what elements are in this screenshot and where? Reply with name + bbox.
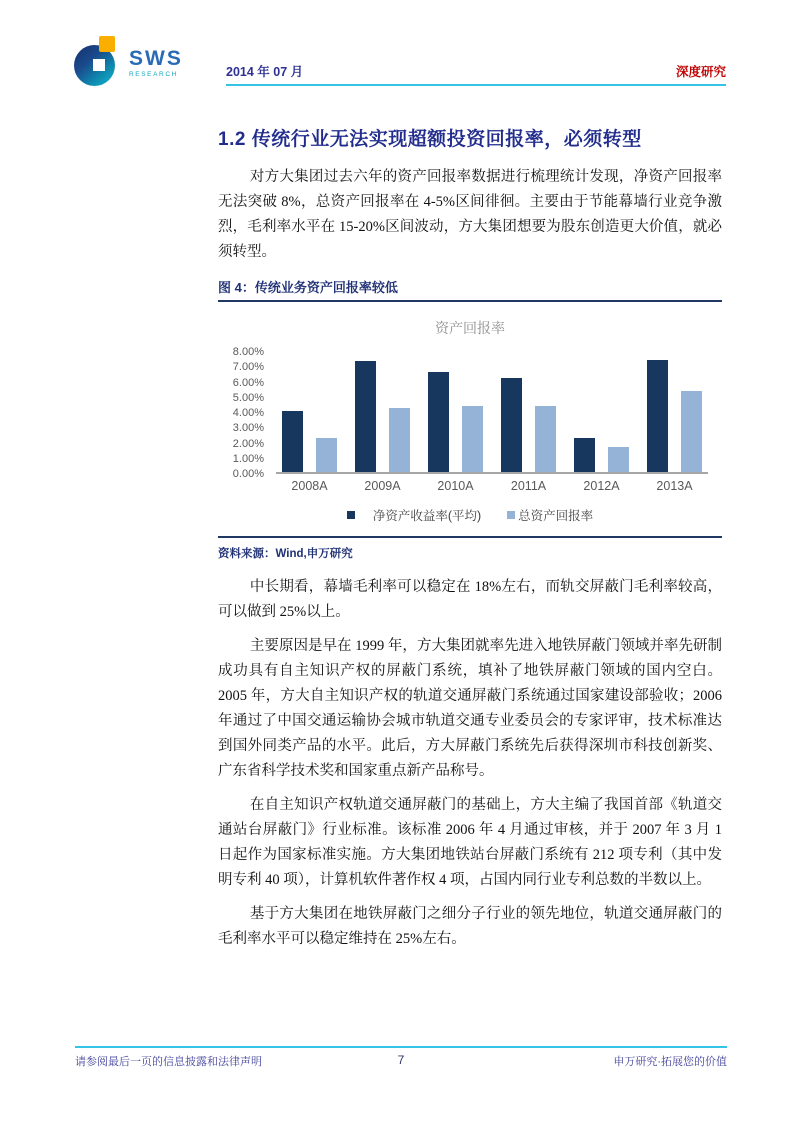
chart-title: 资产回报率 [435,320,505,336]
x-tick-label: 2013A [656,479,693,493]
sws-logo-icon [74,36,120,88]
bar-roe [282,411,303,473]
bar-roe [355,361,376,472]
report-body [218,124,722,961]
legend-label: 净资产收益率(平均) [372,509,482,523]
footer-page-number: 7 [397,1053,405,1067]
bar-roe [647,360,668,473]
bar-roe [501,378,522,473]
bar-group [647,352,702,472]
header-rule [226,54,726,86]
y-tick-label: 3.00% [232,422,264,435]
legend-swatch-icon [347,511,355,519]
bar-roa [608,447,629,473]
y-axis [218,346,268,480]
y-tick-label: 1.00% [232,452,264,465]
report-type-label: 深度研究 [675,65,726,79]
paragraph-3: 主要原因是早在 1999 年，方大集团就率先进入地铁屏蔽门领域并率先研制成功具有自主知识产权的屏蔽门系统，填补了地铁屏蔽门领域的国内空白。2005 年，方大自主知识产权的轨道交通屏蔽门系统通过国家建设部验收；2006 年通过了中国交通运输协会城市轨道交通专业委员会的专家评审，技术标准达到国外同类产品的水平。此后，方大屏蔽门系统先后获得深圳市科技创新奖、广东省科学技术奖和国家重点新产品称号。 [218,638,722,779]
logo-yellow-square-icon [99,36,115,52]
legend-swatch-icon [507,511,515,519]
plot-wrap [232,346,708,480]
footer-slogan: 申万研究·拓展您的价值 [613,1056,727,1068]
bar-roa [681,391,702,472]
figure-caption: 图 4：传统业务资产回报率较低 [218,277,722,302]
bar-roe [574,438,595,473]
y-tick-label: 4.00% [232,407,264,419]
page-footer [75,1046,727,1069]
bar-roa [535,406,556,472]
legend-item [347,506,481,524]
figure-source: 资料来源：Wind,申万研究 [218,548,353,560]
bar-group [501,352,556,472]
sws-logo [74,36,183,88]
y-tick-label: 5.00% [232,391,264,404]
bar-groups [276,352,708,474]
logo-sub-text: RESEARCH [129,71,178,78]
y-tick-label: 7.00% [232,361,264,374]
bar-roa [389,408,410,473]
x-axis-labels [276,479,708,493]
paragraph-2: 中长期看，幕墙毛利率可以稳定在 18%左右，而轨交屏蔽门毛利率较高，可以做到 25%以上。 [218,579,722,620]
paragraph-5: 基于方大集团在地铁屏蔽门之细分子行业的领先地位，轨道交通屏蔽门的毛利率水平可以稳定维持在 25%左右。 [218,906,722,947]
bar-roa [462,406,483,472]
x-tick-label: 2008A [291,479,328,493]
footer-disclaimer: 请参阅最后一页的信息披露和法律声明 [75,1056,262,1068]
paragraph-4: 在自主知识产权轨道交通屏蔽门的基础上，方大主编了我国首部《轨道交通站台屏蔽门》行业标准。该标准 2006 年 4 月通过审核，并于 2007 年 3 月 1 日起作为国家标准实施。方大集团地铁站台屏蔽门系统有 212 项专利（其中发明专利 40 项），计算机软件著作权 4 项，占国内同行业专利总数的半数以上。 [218,797,722,888]
x-tick-label: 2009A [364,479,401,493]
logo-brand-text: SWS [129,47,183,70]
logo-text [129,36,183,78]
x-tick-label: 2011A [510,479,547,493]
bar-group [428,352,483,472]
bar-roe [428,372,449,473]
y-tick-label: 0.00% [232,468,264,480]
bar-group [355,352,410,472]
report-date: 2014 年 07 月 [226,65,304,79]
paragraph-1: 对方大集团过去六年的资产回报率数据进行梳理统计发现，净资产回报率无法突破 8%，总资产回报率在 4-5%区间徘徊。主要由于节能幕墙行业竞争激烈，毛利率水平在 15-20%区间波动，方大集团想要为股东创造更大价值，就必须转型。 [218,169,722,260]
legend-item [507,506,593,524]
roa-bar-chart [218,302,722,538]
y-tick-label: 8.00% [232,346,264,358]
x-tick-label: 2010A [437,479,474,493]
y-tick-label: 6.00% [232,376,264,389]
x-tick-label: 2012A [583,479,620,493]
y-tick-label: 2.00% [232,437,264,450]
bar-group [282,352,337,472]
chart-legend [218,506,722,524]
section-title: 1.2 传统行业无法实现超额投资回报率，必须转型 [218,129,642,150]
bar-roa [316,438,337,473]
figure-4 [218,277,722,561]
logo-notch-icon [93,59,105,71]
bar-group [574,352,629,472]
legend-label: 总资产回报率 [518,509,594,523]
